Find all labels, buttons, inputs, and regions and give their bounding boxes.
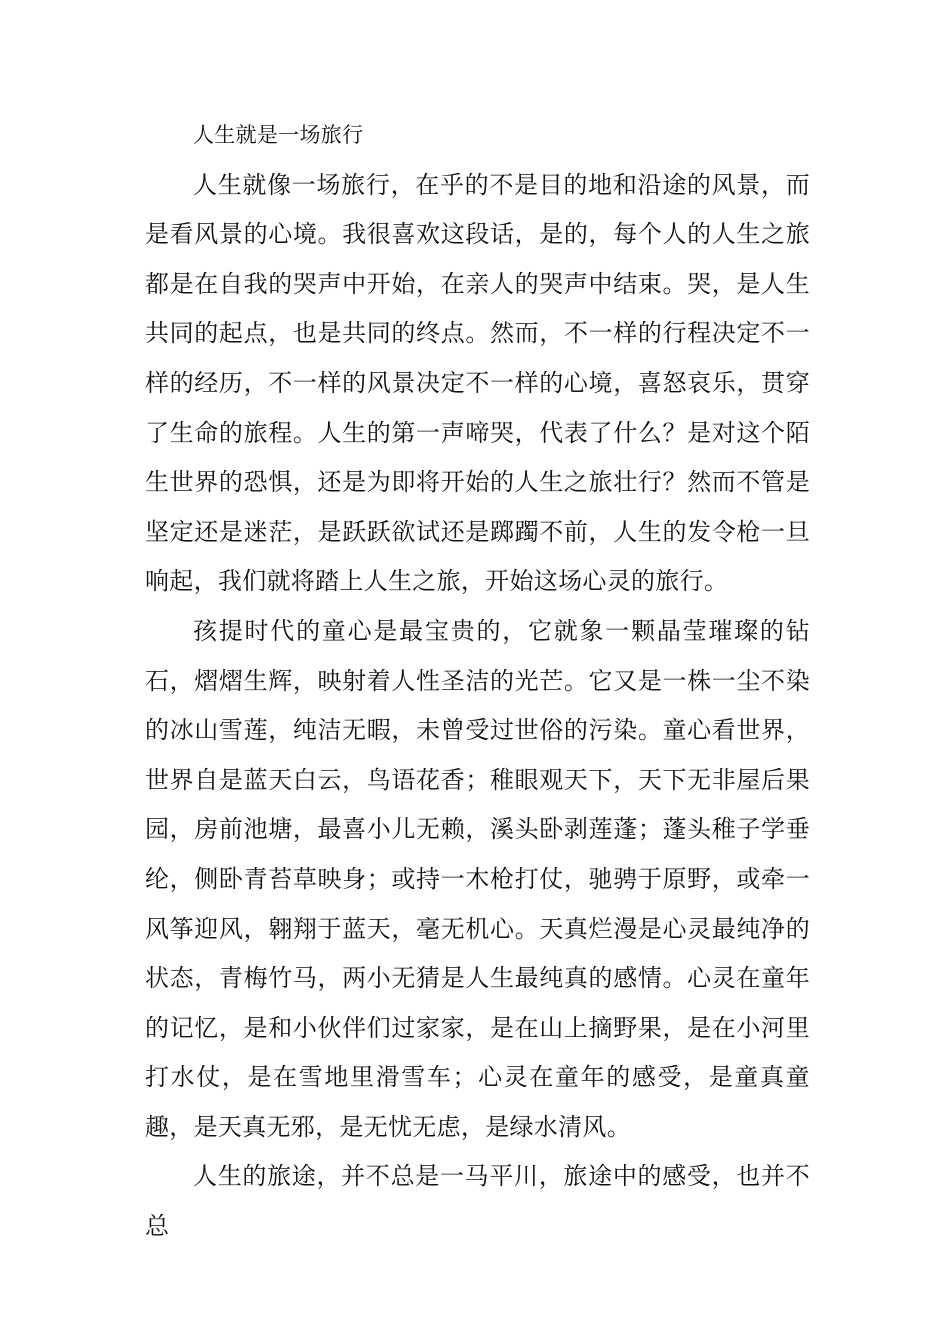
paragraph-1: 人生就像一场旅行，在乎的不是目的地和沿途的风景，而是看风景的心境。我很喜欢这段话，是的，每个人的人生之旅都是在自我的哭声中开始，在亲人的哭声中结束。哭，是人生共同的起点，也是共同的终点。然而，不一样的行程决定不一样的经历，不一样的风景决定不一样的心境，喜怒哀乐，贯穿了生命的旅程。人生的第一声啼哭，代表了什么？是对这个陌生世界的恐惧，还是为即将开始的人生之旅壮行？然而不管是坚定还是迷茫，是跃跃欲试还是踯躅不前，人生的发令枪一旦响起，我们就将踏上人生之旅，开始这场心灵的旅行。 [145,170,810,596]
document-title: 人生就是一场旅行 [193,123,364,147]
document-body [145,111,810,1252]
paragraph-3: 人生的旅途，并不总是一马平川，旅途中的感受，也并不总 [145,1162,810,1241]
paragraph-2: 孩提时代的童心是最宝贵的，它就象一颗晶莹璀璨的钻石，熠熠生辉，映射着人性圣洁的光芒。它又是一株一尘不染的冰山雪莲，纯洁无暇，未曾受过世俗的污染。童心看世界，世界自是蓝天白云，鸟语花香；稚眼观天下，天下无非屋后果园，房前池塘，最喜小儿无赖，溪头卧剥莲蓬；蓬头稚子学垂纶，侧卧青苔草映身；或持一木枪打仗，驰骋于原野，或牵一风筝迎风，翱翔于蓝天，毫无机心。天真烂漫是心灵最纯净的状态，青梅竹马，两小无猜是人生最纯真的感情。心灵在童年的记忆，是和小伙伴们过家家，是在山上摘野果，是在小河里打水仗，是在雪地里滑雪车；心灵在童年的感受，是童真童趣，是天真无邪，是无忧无虑，是绿水清风。 [145,616,810,1141]
